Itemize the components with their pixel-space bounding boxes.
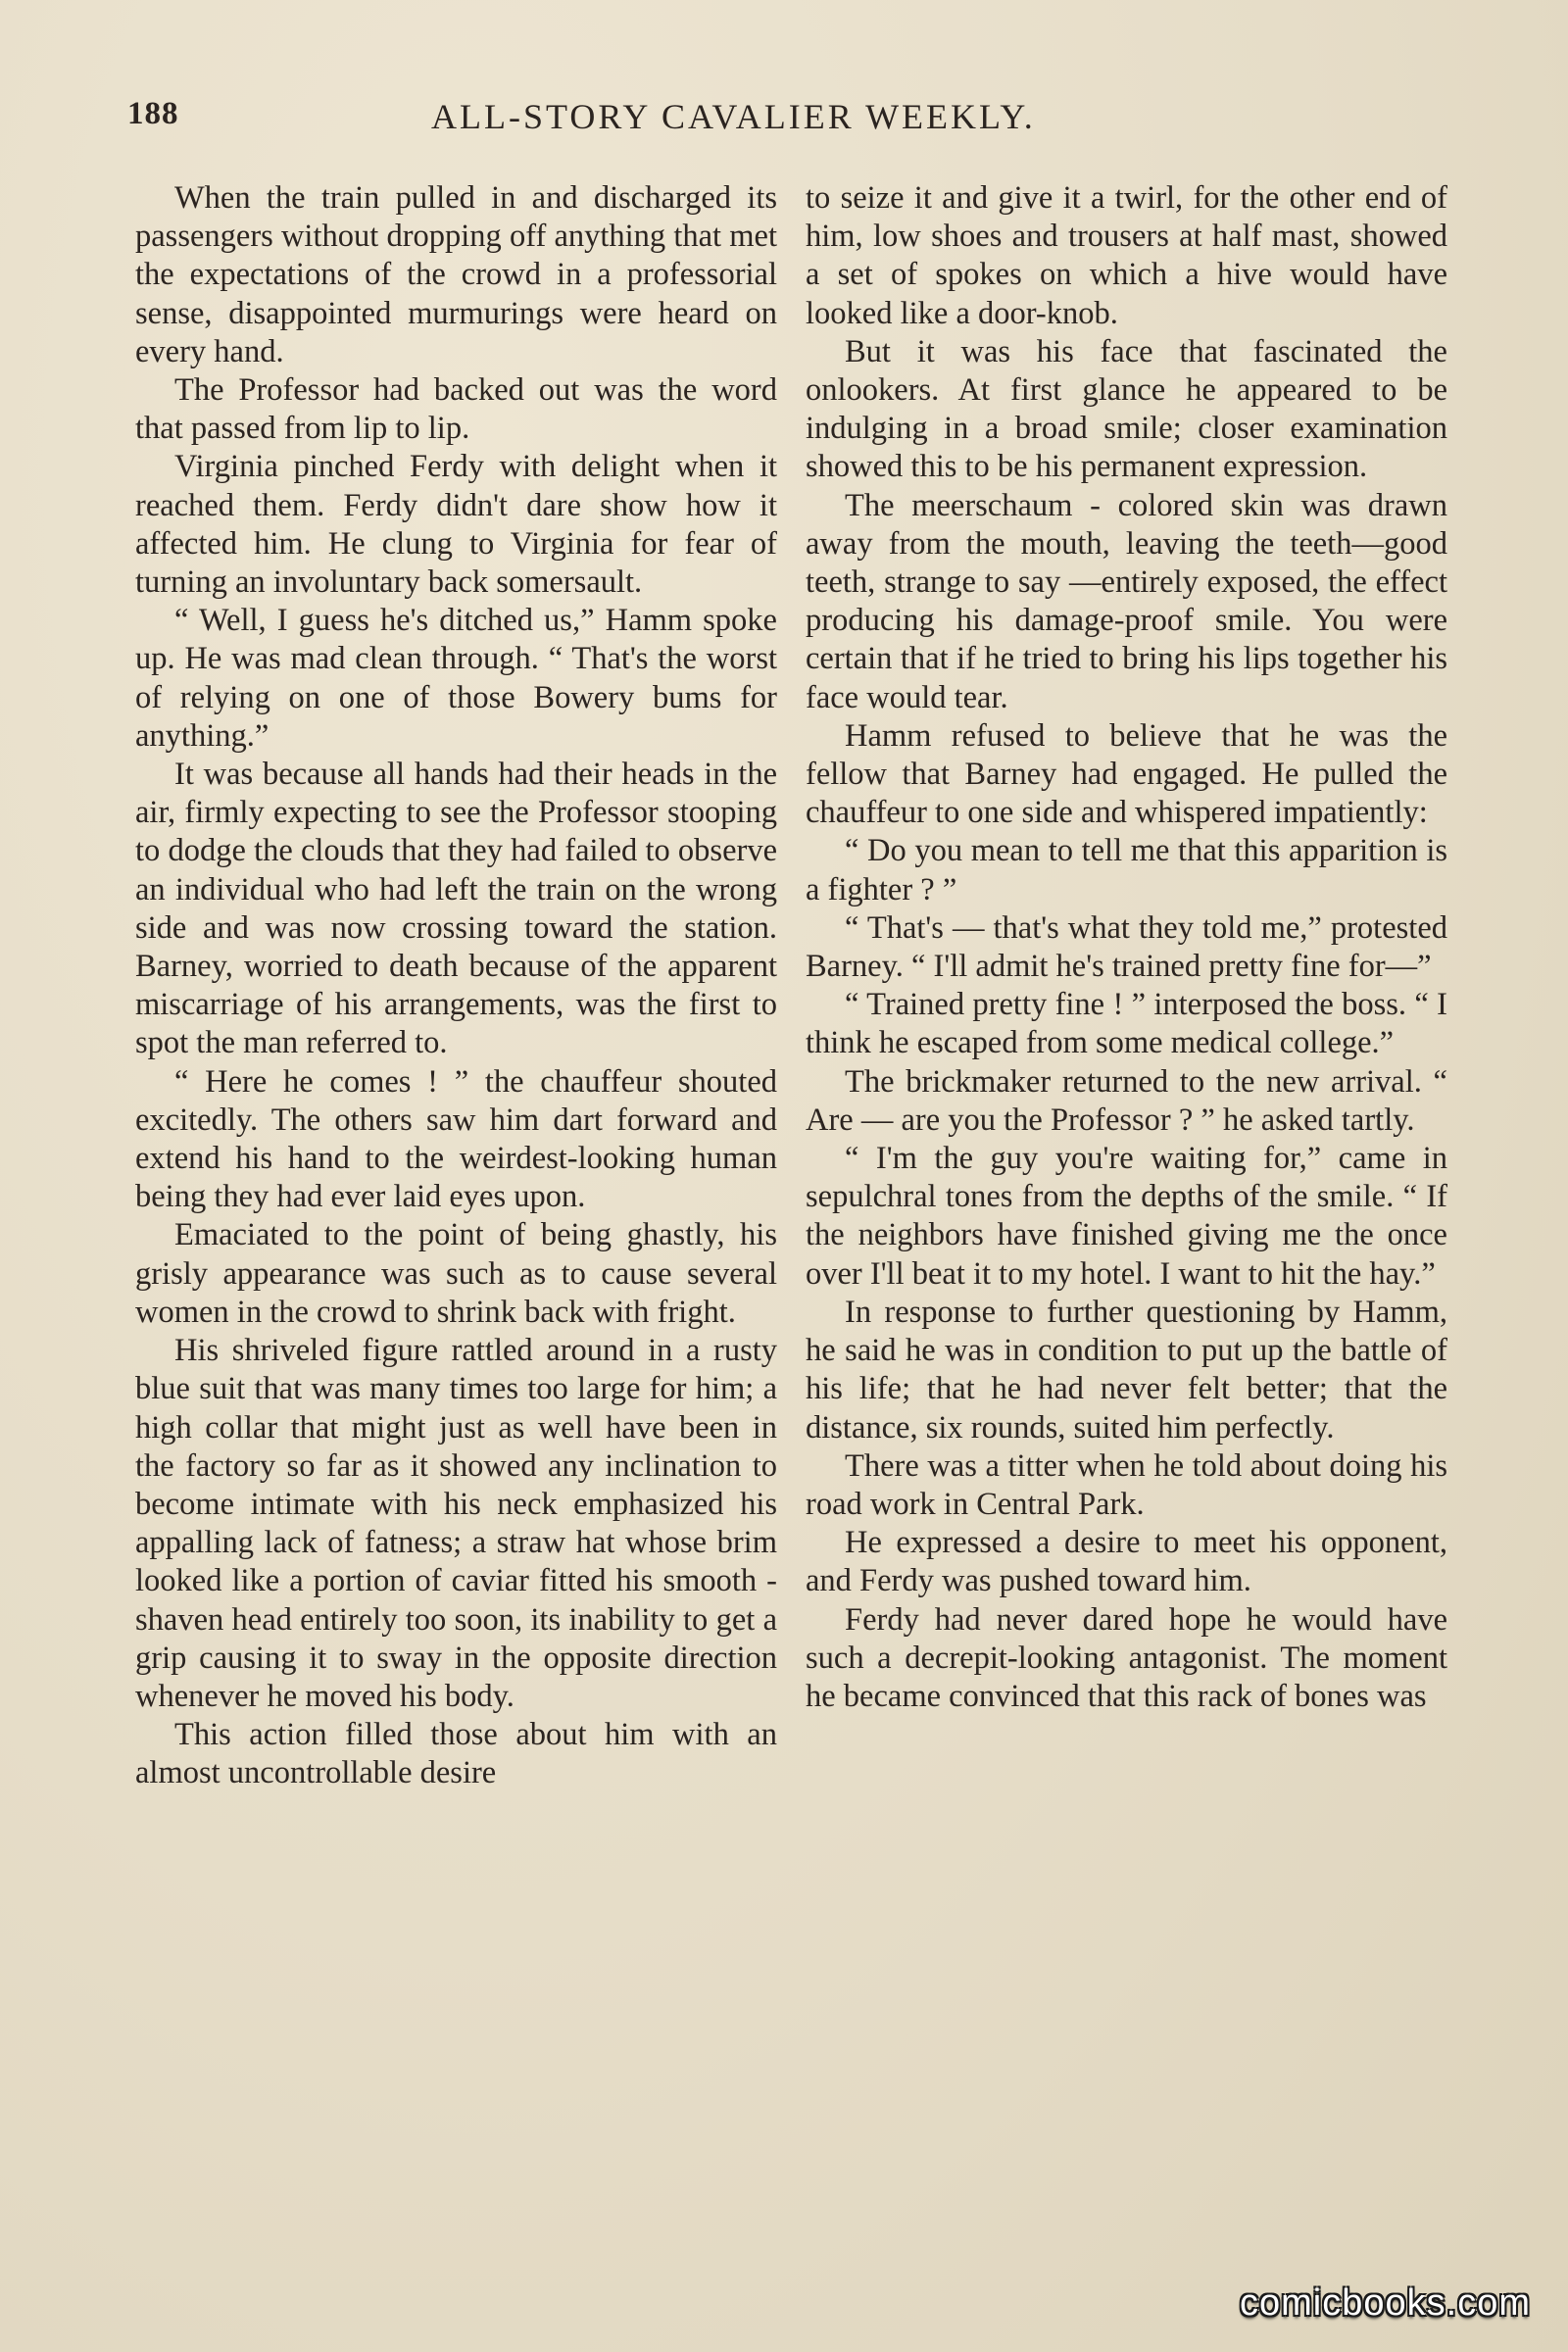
running-title: ALL-STORY CAVALIER WEEKLY.: [431, 97, 1036, 136]
watermark: comicbooks.com: [1240, 2282, 1531, 2324]
paragraph: But it was his face that fascinated the onlookers. At first glance he appeared to be indulging in a broad smile; closer examination showed this to be his permanent expression.: [806, 333, 1447, 485]
left-column: [135, 179, 777, 1793]
paragraph: The brickmaker returned to the new arrival. “ Are — are you the Professor ? ” he asked tartly.: [806, 1063, 1447, 1138]
paragraph: His shriveled figure rattled around in a rusty blue suit that was many times too large for him; a high collar that might just as well have been in the factory so far as it showed any inclination to become intimate with his neck emphasized his appalling lack of fatness; a straw hat whose brim looked like a portion of caviar fitted his smooth - shaven head entirely too soon, its inability to get a grip causing it to sway in the opposite direction whenever he moved his body.: [135, 1333, 777, 1714]
paragraph: Ferdy had never dared hope he would have such a decrepit-looking antagonist. The moment he became convinced that this rack of bones was: [806, 1601, 1447, 1714]
paragraph: “ Well, I guess he's ditched us,” Hamm spoke up. He was mad clean through. “ That's the worst of relying on one of those Bowery bums for anything.”: [135, 603, 777, 754]
paragraph: This action filled those about him with an almost uncontrollable desire: [135, 1717, 777, 1791]
right-column: [806, 179, 1447, 1716]
paragraph: to seize it and give it a twirl, for the other end of him, low shoes and trousers at half mast, showed a set of spokes on which a hive would have looked like a door-knob.: [806, 180, 1447, 331]
page-number: 188: [127, 96, 179, 131]
paragraph: He expressed a desire to meet his opponent, and Ferdy was pushed toward him.: [806, 1525, 1447, 1599]
paragraph: “ I'm the guy you're waiting for,” came in sepulchral tones from the depths of the smile. “ If the neighbors have finished giving me the once over I'll beat it to my hotel. I want to hit the hay.”: [806, 1141, 1447, 1292]
paragraph: There was a titter when he told about doing his road work in Central Park.: [806, 1447, 1447, 1522]
page-header: [127, 96, 1441, 155]
paragraph: It was because all hands had their heads in the air, firmly expecting to see the Professor stooping to dodge the clouds that they had failed to observe an individual who had left the train on the wrong side and was now crossing toward the station. Barney, worried to death because of the apparent miscarriage of his arrangements, was the first to spot the man referred to.: [135, 757, 777, 1061]
paragraph: Emaciated to the point of being ghastly, his grisly appearance was such as to cause several women in the crowd to shrink back with fright.: [135, 1217, 777, 1330]
paragraph: “ Do you mean to tell me that this apparition is a fighter ? ”: [806, 833, 1447, 907]
paragraph: The Professor had backed out was the word that passed from lip to lip.: [135, 372, 777, 447]
paragraph: When the train pulled in and discharged its passengers without dropping off anything that met the expectations of the crowd in a professorial sense, disappointed murmurings were heard on every hand.: [135, 180, 777, 369]
paragraph: Virginia pinched Ferdy with delight when it reached them. Ferdy didn't dare show how it affected him. He clung to Virginia for fear of turning an involuntary back somersault.: [135, 449, 777, 601]
paragraph: “ Trained pretty fine ! ” interposed the boss. “ I think he escaped from some medical college.”: [806, 987, 1447, 1061]
paragraph: In response to further questioning by Hamm, he said he was in condition to put up the battle of his life; that he had never felt better; that the distance, six rounds, suited him perfectly.: [806, 1294, 1447, 1446]
paragraph: The meerschaum - colored skin was drawn away from the mouth, leaving the teeth—good teeth, strange to say —entirely exposed, the effect producing his damage-proof smile. You were certain that if he tried to bring his lips together his face would tear.: [806, 487, 1447, 715]
paragraph: Hamm refused to believe that he was the fellow that Barney had engaged. He pulled the chauffeur to one side and whispered impatiently:: [806, 717, 1447, 831]
paragraph: “ That's — that's what they told me,” protested Barney. “ I'll admit he's trained pretty fine for—”: [806, 909, 1447, 985]
paragraph: “ Here he comes ! ” the chauffeur shouted excitedly. The others saw him dart forward and extend his hand to the weirdest-looking human being they had ever laid eyes upon.: [135, 1063, 777, 1215]
